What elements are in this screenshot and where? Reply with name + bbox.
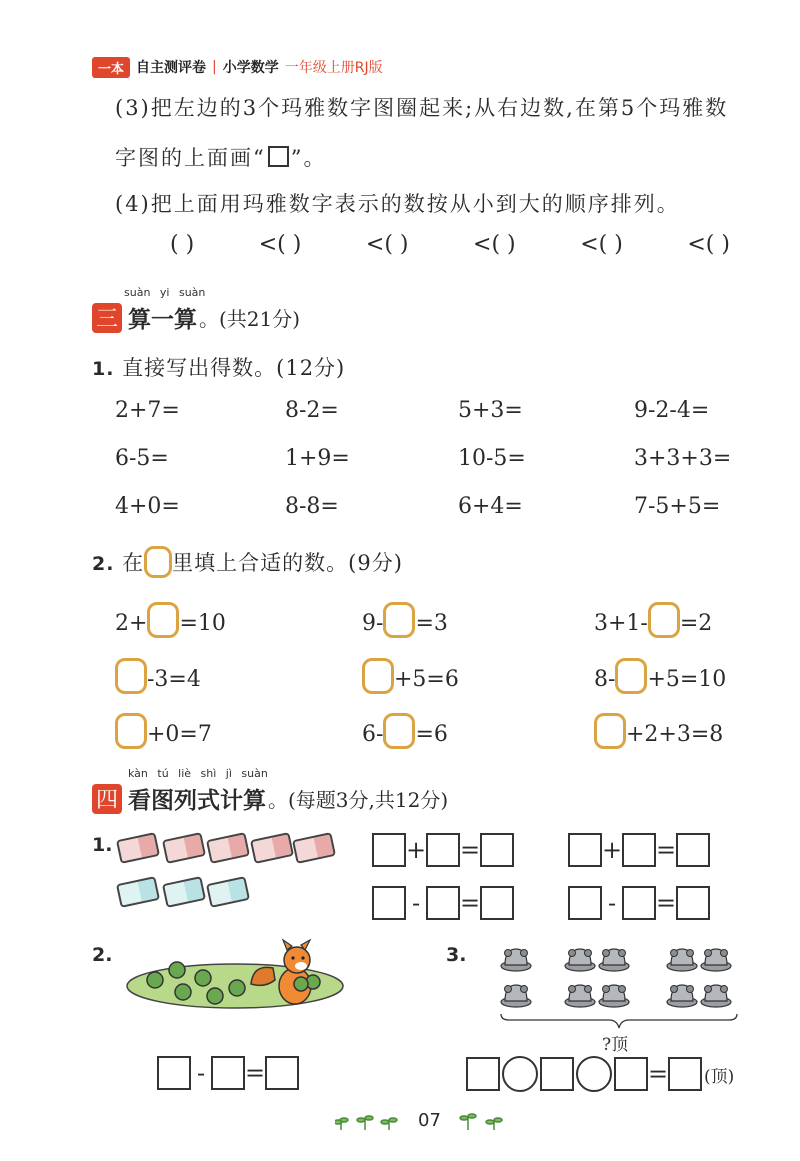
section4-heading: 看图列式计算 [128,788,266,814]
answer-square[interactable] [426,833,460,867]
hat-icon [599,985,629,1007]
fill-post: =2 [679,611,713,636]
equation-row [372,833,514,867]
answer-square[interactable] [540,1057,574,1091]
answer-square[interactable] [372,833,406,867]
calc-item[interactable]: 1+9= [285,446,350,471]
hat-icon [565,985,595,1007]
sprout-decoration-icon [458,1110,508,1132]
calc-item[interactable]: 4+0= [115,494,180,519]
fill-item [594,713,723,749]
pink-eraser-icon [116,832,160,864]
fill-item [115,658,201,694]
answer-box[interactable] [615,658,647,694]
fill-pre: 8- [594,667,616,692]
calc-item[interactable]: 2+7= [115,398,180,423]
hat-icon [701,949,731,971]
answer-square[interactable] [157,1056,191,1090]
answer-square[interactable] [466,1057,500,1091]
pink-eraser-icon [206,832,250,864]
fox-balls-illustration [125,938,355,1018]
fill-item [594,658,726,694]
hat-icon [667,985,697,1007]
hat-icon [599,949,629,971]
fill-item [115,602,226,638]
erasers-illustration [110,828,350,908]
q3-line1: (3)把左边的3个玛雅数字图圈起来;从右边数,在第5个玛雅数 [115,96,729,120]
section4-title [92,782,448,815]
pink-eraser-icon [292,832,336,864]
fill-pre: 9- [362,611,384,636]
section3-title [92,301,300,334]
hat-icon [667,949,697,971]
s3-q1-title [92,352,345,382]
calc-item[interactable]: 6+4= [458,494,523,519]
order-slot[interactable]: <( ) [258,232,302,257]
section4-pinyin: kàn tú liè shì jì suàn [128,767,268,780]
square-symbol-icon [268,146,289,167]
answer-square[interactable] [568,886,602,920]
answer-square[interactable] [614,1057,648,1091]
unit-label: (顶) [704,1066,735,1087]
answer-square[interactable] [372,886,406,920]
fill-post: =10 [179,611,226,636]
hats-total-label: ?顶 [602,1035,629,1055]
minus-sign: - [196,1059,206,1087]
minus-sign: - [411,889,421,917]
blue-eraser-icon [162,876,206,908]
equation-row [466,1056,734,1092]
answer-box-icon [144,546,172,578]
section3-number: 三 [92,303,122,333]
series-name: 自主测评卷 [136,60,207,76]
q4-text: (4)把上面用玛雅数字表示的数按从小到大的顺序排列。 [115,192,680,216]
equals-sign: = [245,1059,266,1087]
answer-square[interactable] [480,833,514,867]
s3-q2-text-b: 里填上合适的数。(9分) [172,551,403,575]
operator-circle[interactable] [576,1056,612,1092]
fill-pre: 3+1- [594,611,648,636]
hat-icon [701,985,731,1007]
calc-item[interactable]: 7-5+5= [634,494,721,519]
answer-box[interactable] [383,602,415,638]
hat-icon [501,985,531,1007]
equation-row [157,1056,299,1090]
order-slots [170,232,730,257]
fill-item [594,602,712,638]
answer-square[interactable] [622,833,656,867]
calc-item[interactable]: 8-8= [285,494,339,519]
order-slot[interactable]: <( ) [687,232,730,257]
equation-row [372,886,514,920]
s3-q2-text-a: 在 [122,551,145,575]
answer-box[interactable] [383,713,415,749]
s3-q2-title [92,546,403,578]
grade-label: 一年级上册RJ版 [284,60,383,76]
calc-item[interactable]: 5+3= [458,398,523,423]
answer-box[interactable] [594,713,626,749]
page-header [92,56,383,78]
fill-pre: 6- [362,722,384,747]
s4-q2-number: 2. [92,944,113,966]
answer-square[interactable] [676,833,710,867]
pink-eraser-icon [250,832,294,864]
s4-q1-number: 1. [92,834,113,856]
plus-sign: + [406,836,427,864]
fill-post: +5=10 [647,667,727,692]
answer-box[interactable] [115,713,147,749]
answer-square[interactable] [676,886,710,920]
fill-item [362,602,448,638]
hat-icon [565,949,595,971]
section4-points: 。(每题3分,共12分) [268,788,449,812]
pink-eraser-icon [162,832,206,864]
fill-post: +2+3=8 [626,722,724,747]
calc-item[interactable]: 9-2-4= [634,398,710,423]
equals-sign: = [648,1060,669,1088]
subject-name: 小学数学 [222,60,279,76]
answer-box[interactable] [147,602,179,638]
equals-sign: = [656,836,677,864]
sprout-decoration-icon [335,1110,405,1132]
section4-number: 四 [92,784,122,814]
brand-logo: 一本 [92,57,130,78]
q3-line2 [115,142,327,172]
section3-pinyin: suàn yi suàn [124,286,206,299]
section3-heading: 算一算 [128,307,197,333]
order-slot[interactable]: <( ) [365,232,409,257]
operator-circle[interactable] [502,1056,538,1092]
order-slot[interactable]: ( ) [170,232,195,257]
fill-post: -3=4 [147,667,201,692]
fill-post: =3 [415,611,448,636]
fill-pre: 2+ [115,611,148,636]
brace-icon [501,1014,737,1028]
s4-q3-number: 3. [446,944,467,966]
hat-icon [501,949,531,971]
fill-post: +5=6 [394,667,459,692]
order-slot[interactable]: <( ) [473,232,516,257]
answer-box[interactable] [362,658,394,694]
equals-sign: = [460,836,481,864]
blue-eraser-icon [206,876,250,908]
answer-square[interactable] [211,1056,245,1090]
q3-line2-text-a: 字图的上面画“ [115,146,266,170]
answer-square[interactable] [265,1056,299,1090]
calc-item[interactable]: 10-5= [458,446,526,471]
answer-square[interactable] [480,886,514,920]
calc-item[interactable]: 8-2= [285,398,339,423]
answer-box[interactable] [115,658,147,694]
page-number: 07 [418,1110,441,1131]
fill-item [115,713,212,749]
blue-eraser-icon [116,876,160,908]
equals-sign: = [656,889,677,917]
answer-square[interactable] [622,886,656,920]
equation-row [568,886,710,920]
fill-post: =6 [415,722,448,747]
fill-post: +0=7 [147,722,212,747]
s3-q2-number: 2. [92,553,115,575]
answer-square[interactable] [426,886,460,920]
section3-points: 。(共21分) [199,307,301,331]
equation-row [568,833,710,867]
minus-sign: - [607,889,617,917]
q3-line2-text-b: ”。 [290,146,327,170]
answer-box[interactable] [648,602,680,638]
answer-square[interactable] [568,833,602,867]
order-slot[interactable]: <( ) [580,232,623,257]
s3-q1-text: 直接写出得数。(12分) [122,356,346,380]
fill-item [362,713,448,749]
fill-item [362,658,459,694]
plus-sign: + [602,836,623,864]
s3-q1-number: 1. [92,358,115,380]
answer-square[interactable] [668,1057,702,1091]
equals-sign: = [460,889,481,917]
calc-item[interactable]: 3+3+3= [634,446,732,471]
calc-item[interactable]: 6-5= [115,446,169,471]
header-divider: | [212,59,217,75]
